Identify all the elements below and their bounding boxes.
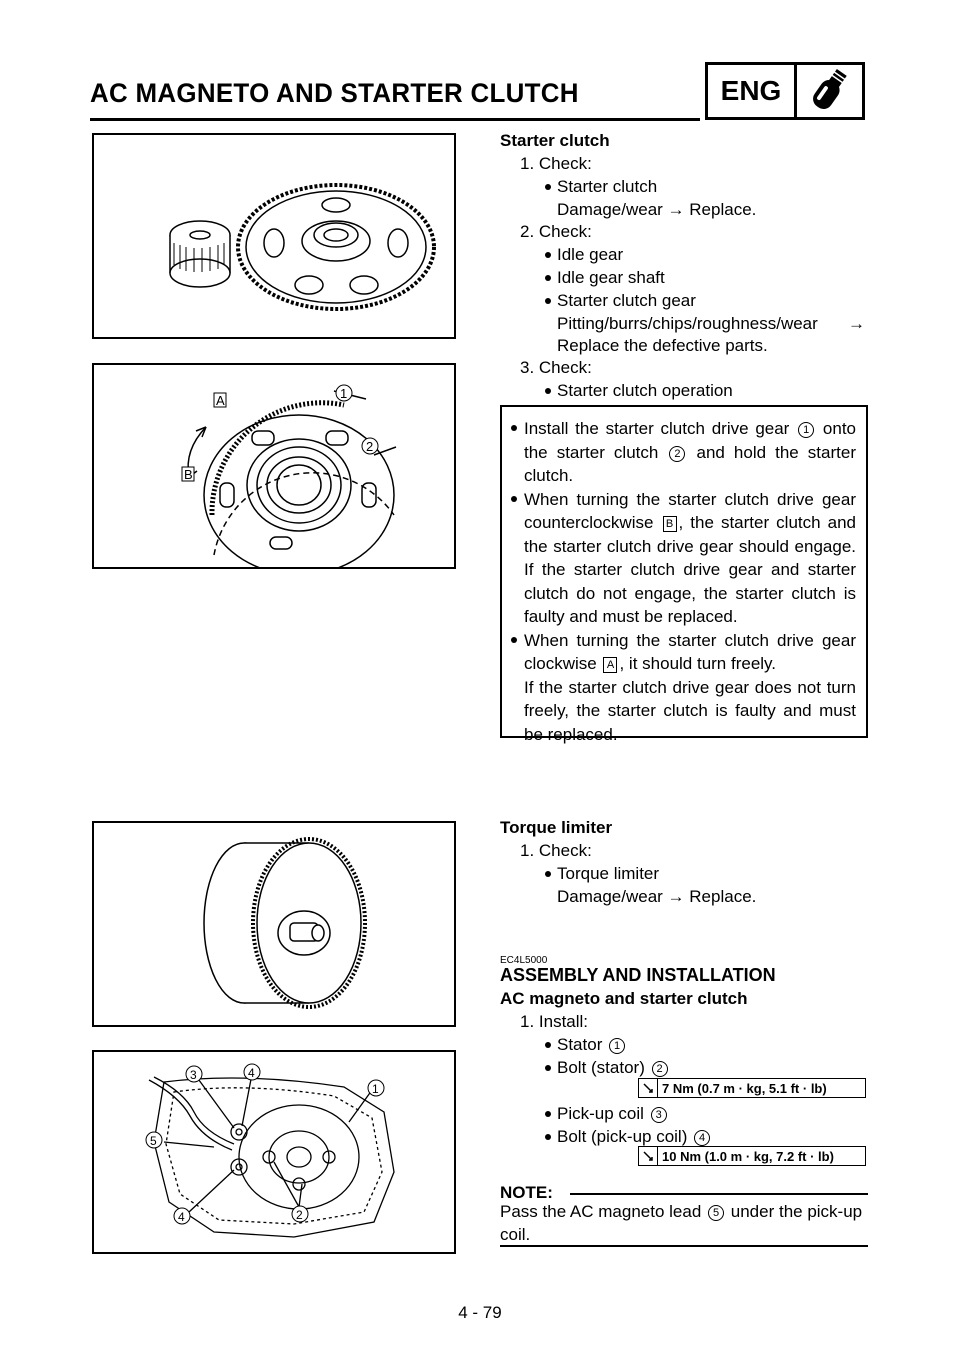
step-1: 1. Install: — [520, 1012, 589, 1031]
bullet-idle-gear-shaft: Idle gear shaft — [557, 268, 665, 287]
fig4-label-4a: 4 — [248, 1066, 255, 1080]
figure-starter-clutch-operation — [92, 363, 456, 569]
note-label: NOTE: — [500, 1183, 553, 1202]
callout-3: 3 — [651, 1107, 667, 1123]
torque-spec-pickup-coil — [638, 1146, 866, 1166]
bullet-starter-clutch-gear: Starter clutch gear — [557, 291, 696, 310]
bullet-bolt-pickup-coil — [557, 1127, 712, 1147]
fig4-label-4b: 4 — [178, 1210, 185, 1224]
fig2-label-B: B — [184, 467, 193, 482]
text: Bolt (pick-up coil) — [557, 1127, 688, 1146]
text: Pick-up coil — [557, 1104, 644, 1123]
fig2-label-A: A — [216, 393, 225, 408]
fig2-label-2: 2 — [366, 439, 374, 454]
bullet-idle-gear: Idle gear — [557, 245, 624, 264]
callout-1: 1 — [798, 422, 814, 438]
section-heading-starter-clutch: Starter clutch — [500, 131, 610, 150]
torque-spec-stator — [638, 1078, 866, 1098]
fig2-label-1: 1 — [340, 386, 348, 401]
note-rule-top — [570, 1193, 868, 1195]
bullet-sub: Replace the defective parts. — [557, 336, 768, 355]
instruction-1 — [524, 417, 856, 488]
torque-value: 10 Nm (1.0 m · kg, 7.2 ft · lb) — [662, 1148, 834, 1164]
instruction-3 — [524, 629, 856, 747]
bullet-bolt-stator — [557, 1058, 670, 1078]
callout-4: 4 — [694, 1130, 710, 1146]
fig4-label-3: 3 — [190, 1068, 197, 1082]
section-heading-torque-limiter: Torque limiter — [500, 818, 613, 837]
fig4-label-1: 1 — [372, 1082, 379, 1096]
bullet-sub: Damage/wear → Replace. — [557, 200, 757, 219]
page-title: AC MAGNETO AND STARTER CLUTCH — [90, 78, 579, 108]
text: Bolt (stator) — [557, 1058, 645, 1077]
bullet-pickup-coil — [557, 1104, 669, 1124]
figure-torque-limiter — [92, 821, 456, 1027]
text: Install the starter clutch drive gear — [524, 419, 790, 438]
wrench-icon — [797, 65, 862, 117]
subheading-ac-magneto: AC magneto and starter clutch — [500, 989, 748, 1008]
step-2: 2. Check: — [520, 222, 592, 241]
note-text — [500, 1200, 868, 1246]
text: Pass the AC magneto lead — [500, 1202, 702, 1221]
figure-starter-clutch-gears — [92, 133, 456, 339]
text: When turning the starter clutch drive gear clockwise — [524, 630, 856, 673]
callout-1: 1 — [609, 1038, 625, 1054]
figure-stator-installation — [92, 1050, 456, 1254]
step-3: 3. Check: — [520, 358, 592, 377]
bullet-sub: Damage/wear → Replace. — [557, 887, 757, 906]
text: and hold the starter clutch. — [524, 442, 856, 485]
section-heading-assembly: ASSEMBLY AND INSTALLATION — [500, 965, 776, 985]
section-badge — [705, 62, 865, 120]
callout-5: 5 — [708, 1205, 724, 1221]
text: When turning the starter clutch drive gear counterclockwise — [524, 489, 856, 532]
text: Stator — [557, 1035, 603, 1054]
title-rule — [90, 118, 700, 121]
callout-2: 2 — [669, 446, 685, 462]
fig4-label-5: 5 — [150, 1134, 157, 1148]
note-rule-bottom — [500, 1245, 868, 1247]
callout-B: B — [663, 516, 677, 532]
section-code: EC4L5000 — [500, 955, 548, 966]
callout-A: A — [603, 657, 617, 673]
section-badge-label: ENG — [708, 65, 797, 117]
bullet-sub: Pitting/burrs/chips/roughness/wear — [557, 314, 818, 333]
bullet-torque-limiter: Torque limiter — [557, 864, 660, 883]
text: , it should turn freely. — [619, 654, 777, 673]
fig4-label-2: 2 — [296, 1208, 303, 1222]
torque-wrench-icon — [639, 1147, 658, 1165]
page-number: 4 - 79 — [458, 1303, 502, 1322]
callout-2: 2 — [652, 1061, 668, 1077]
operation-instructions-box — [500, 405, 868, 744]
text: , the starter clutch and the starter clutch drive gear should engage. If the starter clutch drive gear and starter clutch do not engage, the starter clutch is faulty and must be replaced. — [524, 513, 856, 626]
instruction-2 — [524, 488, 856, 629]
text: under the pick-up coil. — [500, 1202, 863, 1244]
bullet-stator — [557, 1035, 627, 1055]
text: onto the starter clutch — [524, 419, 856, 462]
bullet-starter-clutch-operation: Starter clutch operation — [557, 381, 733, 400]
arrow-symbol: → — [848, 314, 865, 333]
torque-wrench-icon — [639, 1079, 658, 1097]
torque-value: 7 Nm (0.7 m · kg, 5.1 ft · lb) — [662, 1080, 827, 1096]
bullet-starter-clutch: Starter clutch — [557, 177, 658, 196]
step-1: 1. Check: — [520, 154, 592, 173]
text: If the starter clutch drive gear does not turn freely, the starter clutch is faulty and must be replaced. — [524, 677, 856, 744]
step-1: 1. Check: — [520, 841, 592, 860]
